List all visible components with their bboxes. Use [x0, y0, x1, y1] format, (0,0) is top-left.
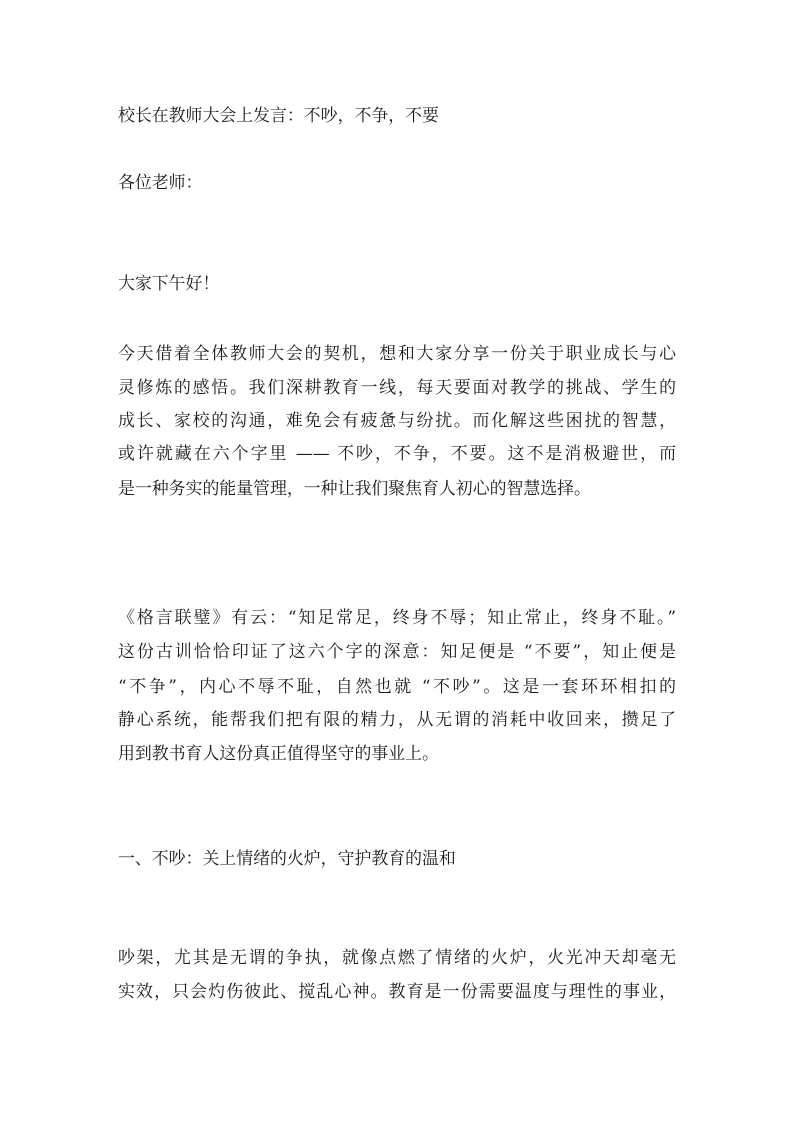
- paragraph-line: 灵修炼的感悟。我们深耕教育一线，每天要面对教学的挑战、学生的: [118, 377, 676, 397]
- paragraph-line: 成长、家校的沟通，难免会有疲惫与纷扰。而化解这些困扰的智慧，: [118, 410, 676, 430]
- paragraph-line: 静心系统，能帮我们把有限的精力，从无谓的消耗中收回来，攒足了: [118, 709, 676, 729]
- document-title: 校长在教师大会上发言：不吵，不争，不要: [118, 105, 439, 125]
- paragraph-line: 这份古训恰恰印证了这六个字的深意：知足便是 “不要”，知止便是: [118, 641, 676, 661]
- paragraph-line: 今天借着全体教师大会的契机，想和大家分享一份关于职业成长与心: [118, 343, 676, 363]
- paragraph-line: 是一种务实的能量管理，一种让我们聚焦育人初心的智慧选择。: [118, 478, 591, 498]
- salutation: 各位老师：: [118, 172, 203, 192]
- section-heading: 一、不吵：关上情绪的火炉，守护教育的温和: [118, 848, 456, 868]
- paragraph-line: 吵架，尤其是无谓的争执，就像点燃了情绪的火炉，火光冲天却毫无: [118, 947, 676, 967]
- paragraph-line: 或许就藏在六个字里 —— 不吵，不争，不要。这不是消极避世，而: [118, 443, 676, 463]
- paragraph-line: “不争”，内心不辱不耻，自然也就 “不吵”。这是一套环环相扣的: [118, 676, 676, 696]
- greeting: 大家下午好！: [118, 273, 220, 293]
- paragraph-line: 实效，只会灼伤彼此、搅乱心神。教育是一份需要温度与理性的事业，: [118, 981, 676, 1001]
- paragraph-line: 用到教书育人这份真正值得坚守的事业上。: [118, 743, 439, 763]
- paragraph-line: 《格言联璧》有云：“知足常足，终身不辱；知止常止，终身不耻。”: [118, 607, 676, 627]
